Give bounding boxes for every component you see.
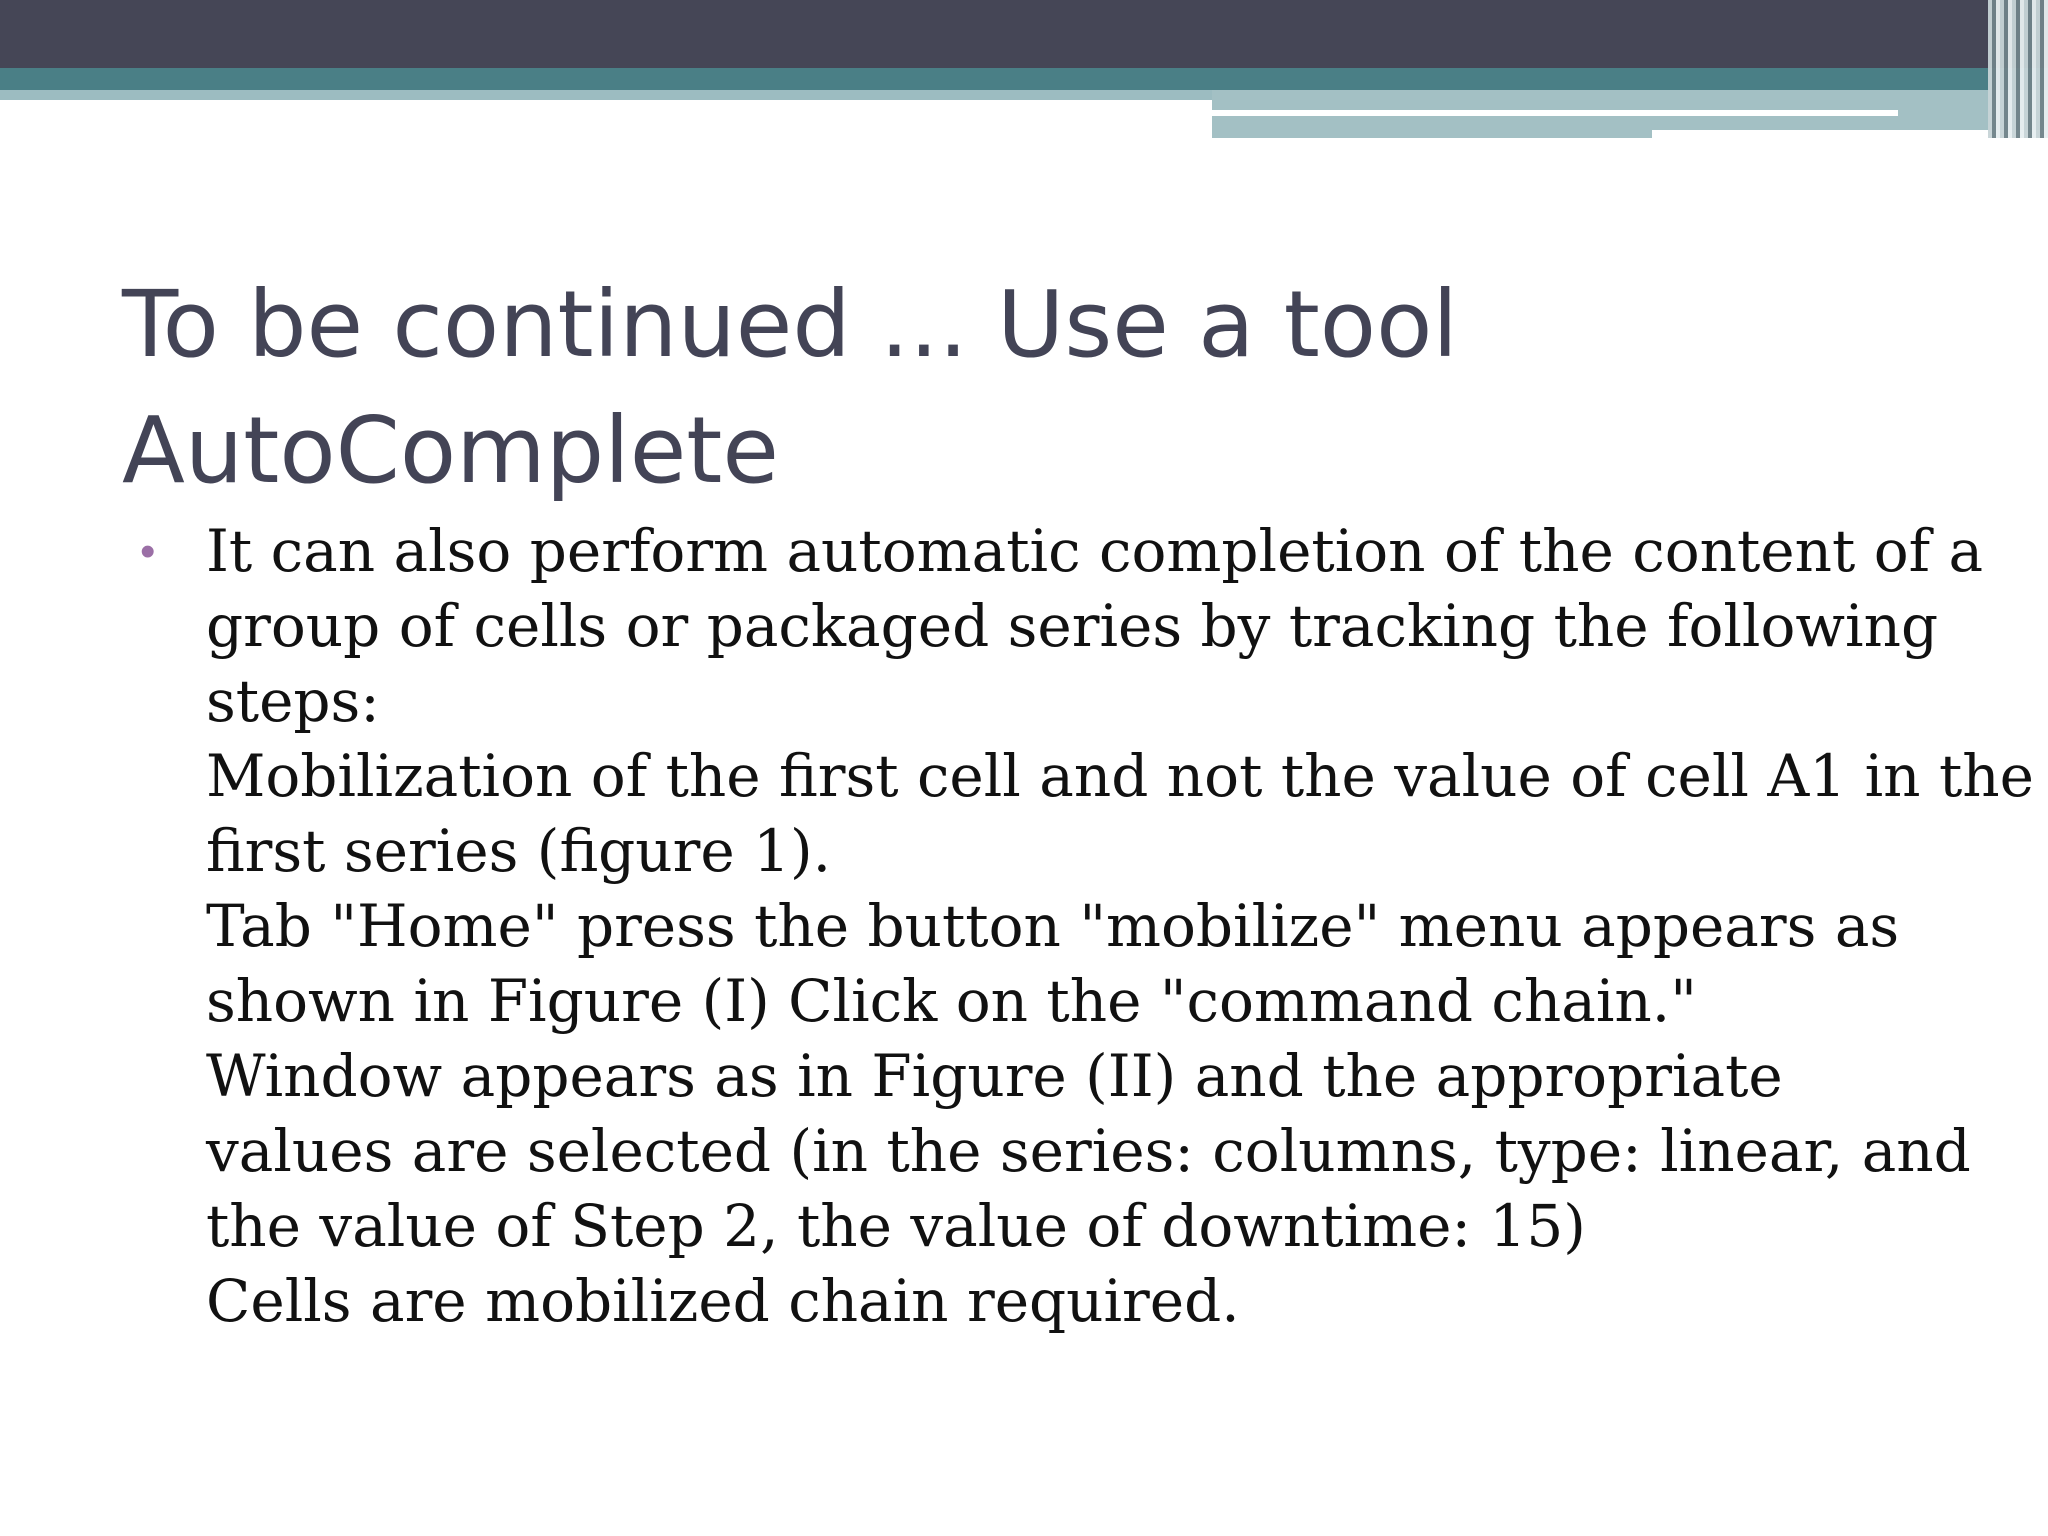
title-line-2: AutoComplete	[122, 397, 779, 504]
bullet-item	[140, 514, 2034, 1339]
slide-body	[140, 514, 2034, 1339]
body-line-1: It can also perform automatic completion of the content of a	[206, 517, 1984, 585]
header-dark-bar	[0, 0, 2048, 68]
bullet-dot-icon: •	[140, 527, 156, 576]
header-white-stripe	[1212, 110, 1898, 116]
bullet-text	[206, 514, 2034, 1339]
header-edge-lines	[1988, 0, 2048, 138]
slide-title	[122, 262, 1922, 514]
body-line-4: Mobilization of the first cell and not the value of cell A1 in the	[206, 742, 2034, 810]
body-line-5: first series (figure 1).	[206, 817, 832, 885]
header-teal-bar	[0, 68, 2048, 90]
body-line-10: the value of Step 2, the value of downtime: 15)	[206, 1192, 1586, 1260]
title-line-1: To be continued ... Use a tool	[122, 271, 1458, 378]
body-line-6: Tab "Home" press the button "mobilize" menu appears as	[206, 892, 1900, 960]
body-line-7: shown in Figure (I) Click on the "command chain."	[206, 967, 1697, 1035]
body-line-8: Window appears as in Figure (II) and the appropriate	[206, 1042, 1783, 1110]
header-light-bar-left	[0, 90, 1212, 100]
body-line-2: group of cells or packaged series by tracking the following	[206, 592, 1939, 660]
body-line-9: values are selected (in the series: columns, type: linear, and	[206, 1117, 1971, 1185]
body-line-3: steps:	[206, 667, 380, 735]
body-line-11: Cells are mobilized chain required.	[206, 1267, 1240, 1335]
